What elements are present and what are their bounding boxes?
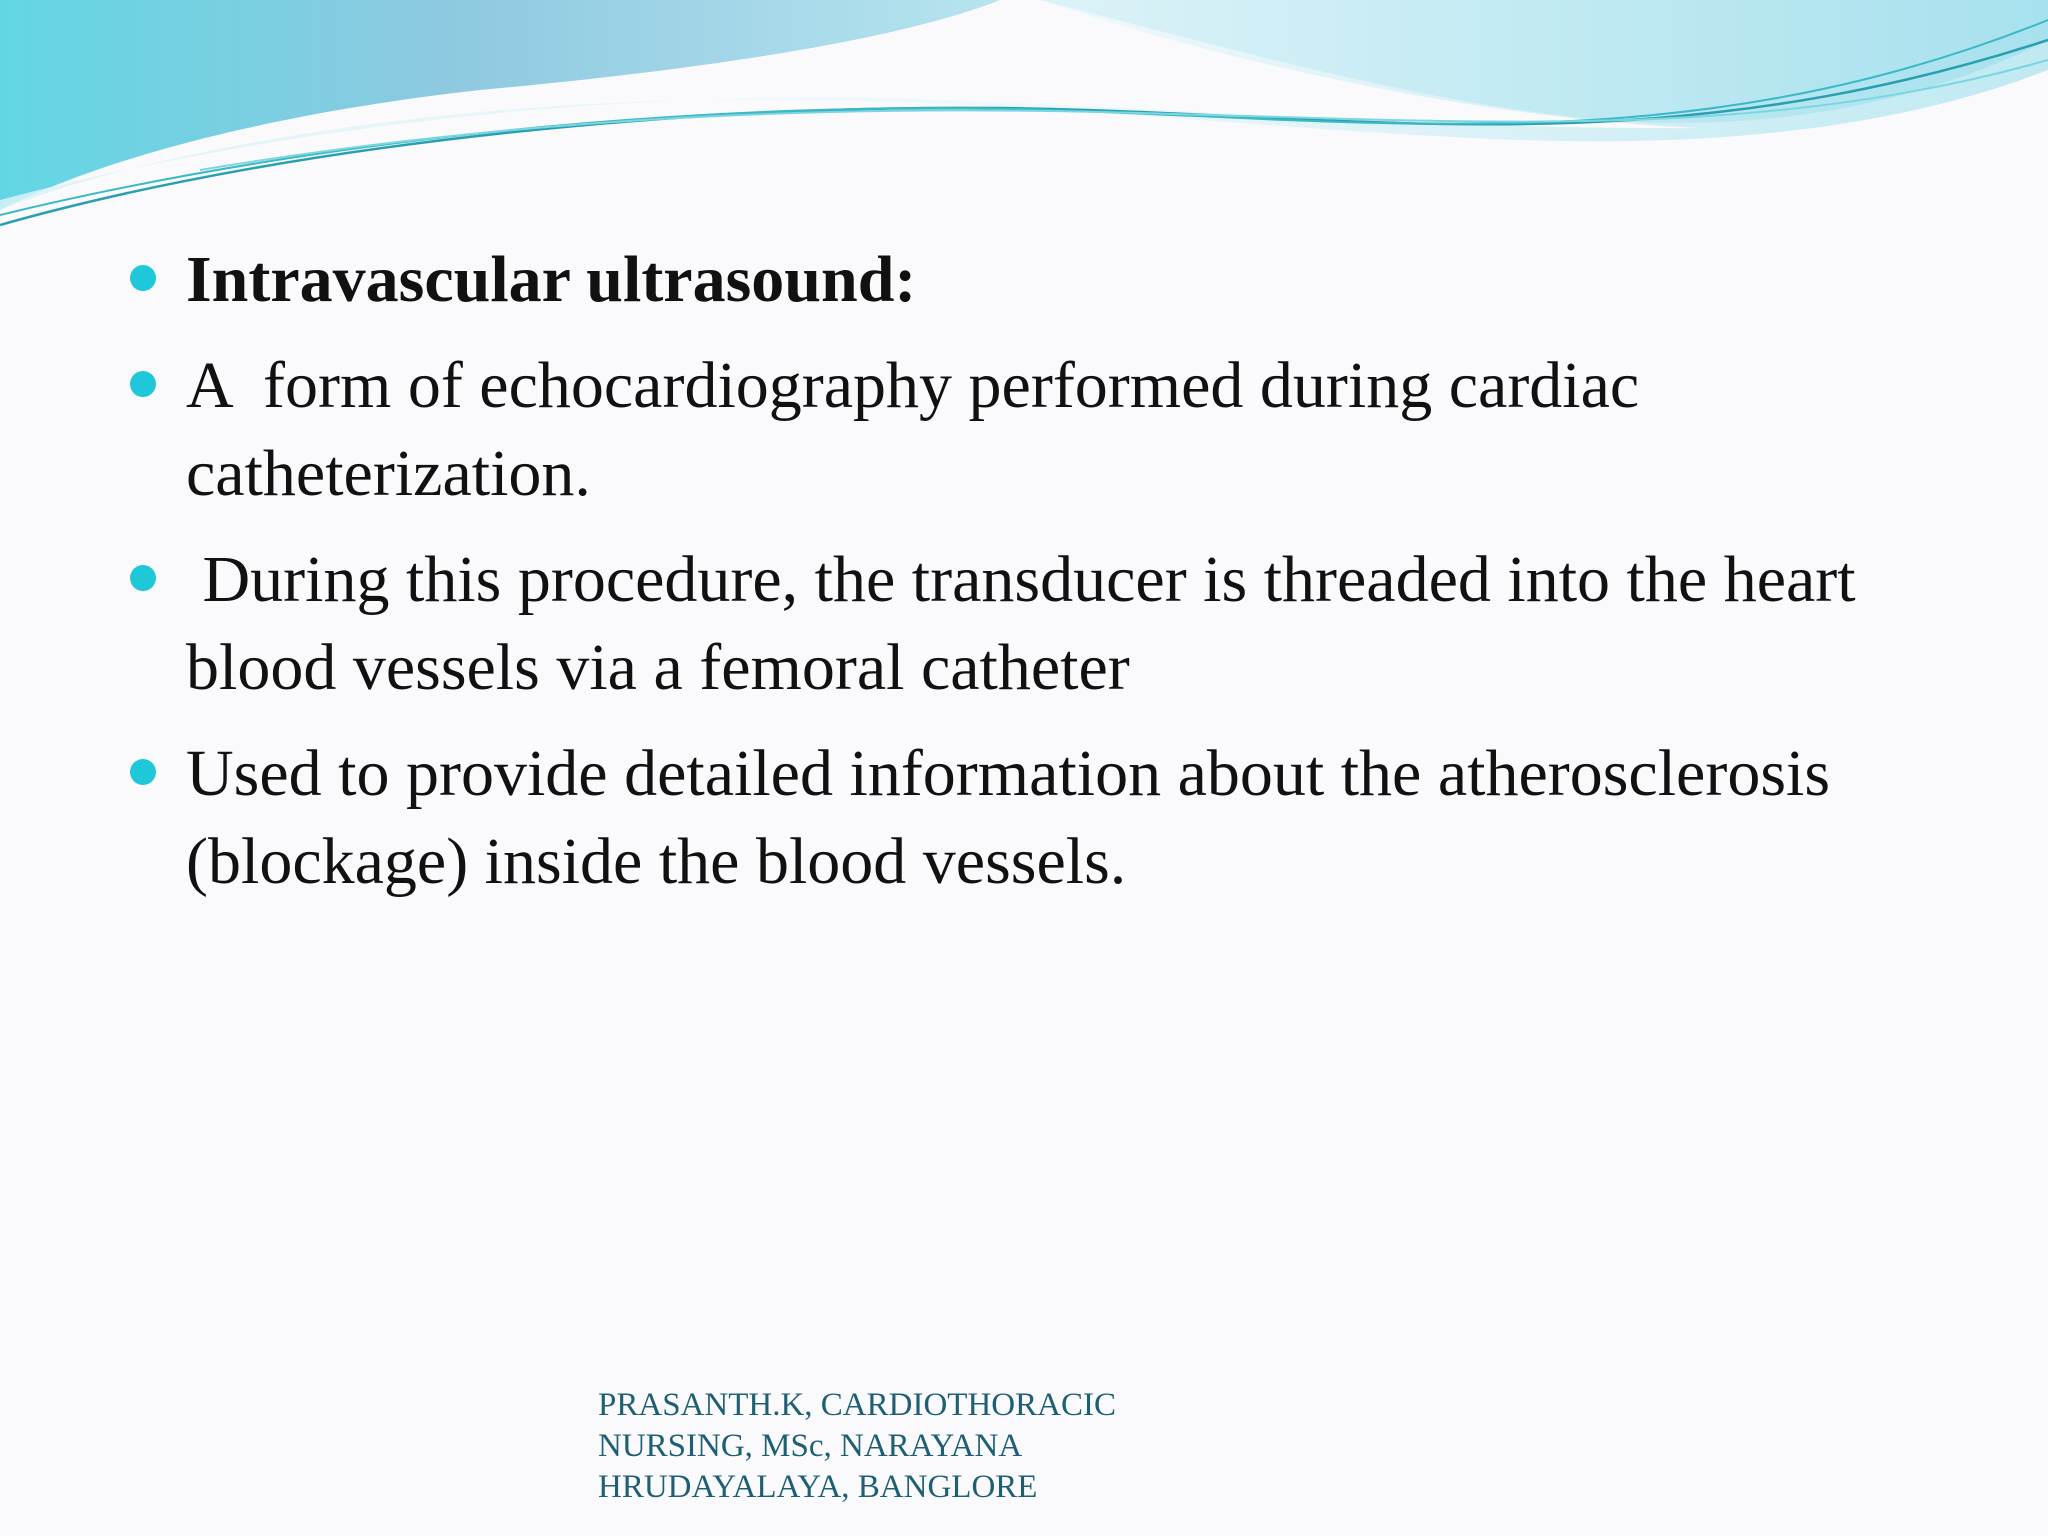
bullet-text: A form of echocardiography performed during cardiac catheterization. bbox=[186, 349, 1656, 510]
footer-line: HRUDAYALAYA, BANGLORE bbox=[598, 1469, 1038, 1505]
bullet-item bbox=[130, 536, 1970, 712]
bullet-text: Intravascular ultrasound: bbox=[186, 243, 917, 316]
bullet-text: Used to provide detailed information about the atherosclerosis (blockage) inside the blood vessels. bbox=[186, 737, 1831, 898]
wave-band-main bbox=[0, 0, 1000, 210]
footer-line: PRASANTH.K, CARDIOTHORACIC bbox=[598, 1387, 1116, 1423]
footer-line: NURSING, MSc, NARAYANA bbox=[598, 1428, 1023, 1464]
bullet-item bbox=[130, 730, 1970, 906]
bullet-text: During this procedure, the transducer is threaded into the heart blood vessels via a femoral catheter bbox=[186, 543, 1873, 704]
bullet-item bbox=[130, 342, 1970, 518]
bullet-item-heading bbox=[130, 236, 1970, 324]
bullet-list bbox=[130, 236, 1970, 924]
wave-header-decoration bbox=[0, 0, 2048, 240]
bullet-dot-icon bbox=[130, 265, 156, 291]
bullet-dot-icon bbox=[130, 759, 156, 785]
bullet-dot-icon bbox=[130, 565, 156, 591]
bullet-dot-icon bbox=[130, 371, 156, 397]
footer-author-credit bbox=[598, 1385, 1298, 1508]
